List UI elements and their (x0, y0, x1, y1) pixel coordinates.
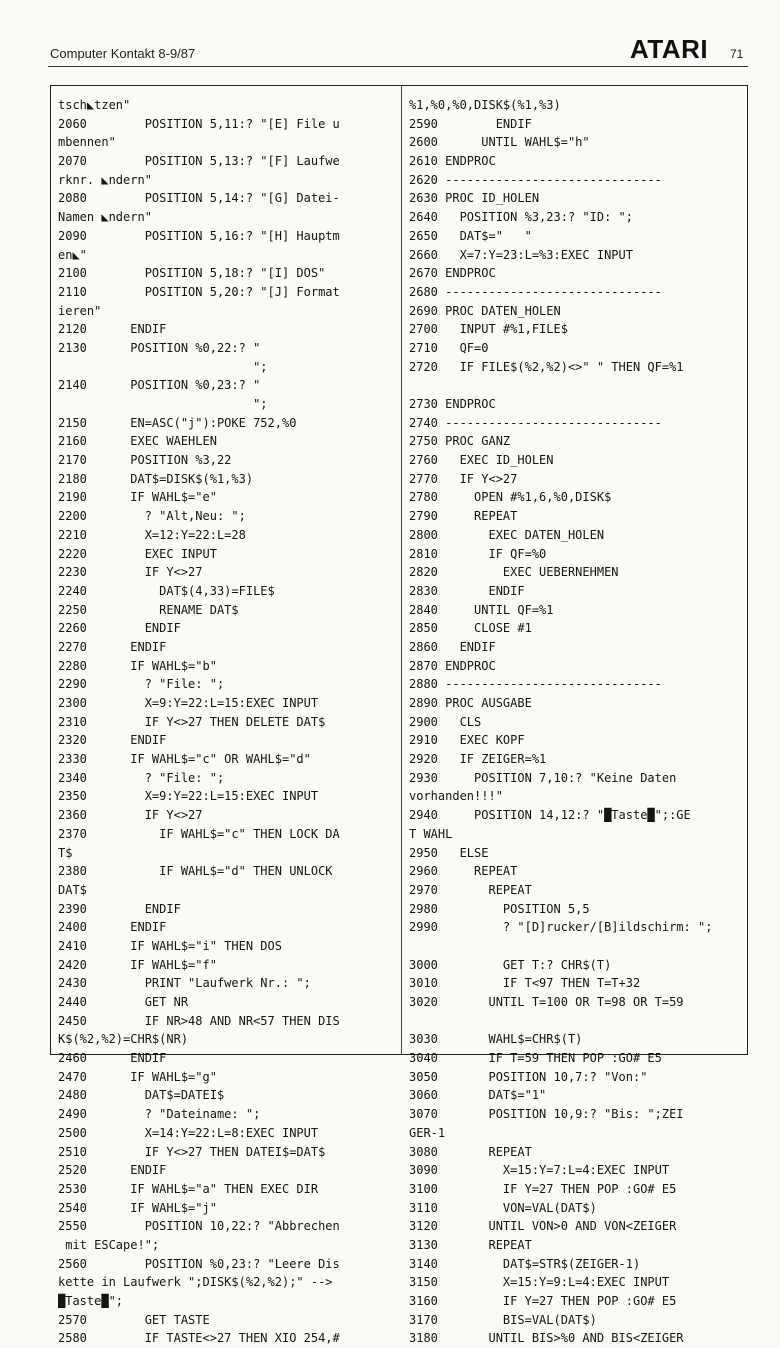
code-line: 2860 ENDIF (409, 639, 496, 654)
code-line: 2560 POSITION %0,23:? "Leere Dis (58, 1256, 340, 1271)
code-line: 3180 UNTIL BIS>%0 AND BIS<ZEIGER (409, 1331, 684, 1346)
code-line: 2900 CLS (409, 714, 482, 729)
code-line: 2520 ENDIF (58, 1163, 167, 1178)
code-line: 2600 UNTIL WAHL$="h" (409, 135, 590, 150)
listing-left-column (58, 96, 396, 1348)
code-line: 2430 PRINT "Laufwerk Nr.: "; (58, 976, 311, 991)
code-line: 2750 PROC GANZ (409, 434, 511, 449)
code-line: 2300 X=9:Y=22:L=15:EXEC INPUT (58, 696, 319, 710)
code-line: 2160 EXEC WAEHLEN (58, 434, 217, 449)
code-line: 2270 ENDIF (58, 639, 167, 654)
code-line: 2510 IF Y<>27 THEN DATEI$=DAT$ (58, 1144, 326, 1159)
code-line: 2670 ENDPROC (409, 266, 496, 281)
code-line (409, 376, 743, 395)
code-line: 2210 X=12:Y=22:L=28 (58, 527, 246, 542)
code-line: 2240 DAT$(4,33)=FILE$ (58, 583, 275, 598)
section-brand: ATARI (630, 34, 709, 64)
code-line: K$(%2,%2)=CHR$(NR) (58, 1032, 189, 1047)
code-line: 2110 POSITION 5,20:? "[J] Format (58, 284, 340, 299)
code-line: 2260 ENDIF (58, 621, 181, 636)
code-line: en◣" (58, 247, 87, 262)
code-line: T WAHL (409, 826, 453, 841)
code-line: kette in Laufwerk ";DISK$(%2,%2);" --> (58, 1275, 333, 1290)
code-line: 2420 IF WAHL$="f" (58, 957, 217, 972)
page-number: 71 (730, 47, 744, 61)
code-line: 2350 X=9:Y=22:L=15:EXEC INPUT (58, 789, 319, 804)
code-line: 2480 DAT$=DATEI$ (58, 1088, 225, 1103)
code-line: 2250 RENAME DAT$ (58, 602, 239, 617)
code-line: 2180 DAT$=DISK$(%1,%3) (58, 471, 254, 486)
code-line: vorhanden!!!" (409, 789, 503, 804)
code-line: 3050 POSITION 10,7:? "Von:" (409, 1069, 648, 1084)
code-line (409, 1012, 743, 1031)
code-line: 2770 IF Y<>27 (409, 471, 518, 486)
code-line: 2950 ELSE (409, 845, 489, 860)
code-line: ieren" (58, 303, 102, 318)
code-line: 2290 ? "File: "; (58, 677, 225, 692)
magazine-issue: Computer Kontakt 8-9/87 (50, 46, 196, 61)
code-line: 2380 IF WAHL$="d" THEN UNLOCK (58, 864, 333, 879)
code-line: 2740 ------------------------------ (409, 415, 662, 430)
code-line: %1,%0,%0,DISK$(%1,%3) (409, 98, 561, 112)
code-line: 2760 EXEC ID_HOLEN (409, 453, 554, 468)
code-line: 2130 POSITION %0,22:? " (58, 340, 261, 355)
code-line: mit ESCape!"; (58, 1237, 160, 1252)
code-line: 2360 IF Y<>27 (58, 808, 203, 823)
code-line: 2400 ENDIF (58, 920, 167, 935)
code-line: 2190 IF WAHL$="e" (58, 490, 217, 505)
code-line: 2340 ? "File: "; (58, 770, 225, 785)
code-line: 2150 EN=ASC("j"):POKE 752,%0 (58, 415, 297, 430)
code-line: 2980 POSITION 5,5 (409, 901, 590, 916)
code-line: 2710 QF=0 (409, 340, 489, 355)
code-line: 2620 ------------------------------ (409, 172, 662, 187)
code-line: 3130 REPEAT (409, 1237, 532, 1252)
code-line: 2330 IF WAHL$="c" OR WAHL$="d" (58, 752, 311, 767)
code-line: 2390 ENDIF (58, 901, 181, 916)
code-line: 2930 POSITION 7,10:? "Keine Daten (409, 770, 677, 785)
code-line: █Taste█"; (58, 1294, 124, 1308)
code-line: 2640 POSITION %3,23:? "ID: "; (409, 210, 633, 225)
code-line: 2070 POSITION 5,13:? "[F] Laufwe (58, 154, 340, 169)
code-line: 2100 POSITION 5,18:? "[I] DOS" (58, 266, 326, 281)
code-line: 2580 IF TASTE<>27 THEN XIO 254,# (58, 1331, 340, 1346)
code-line: 2680 ------------------------------ (409, 284, 662, 299)
code-line: 2320 ENDIF (58, 733, 167, 748)
code-line: 2470 IF WAHL$="g" (58, 1069, 217, 1084)
code-line: 2570 GET TASTE (58, 1312, 210, 1327)
code-line: T$ (58, 845, 73, 860)
code-line: 2820 EXEC UEBERNEHMEN (409, 565, 619, 580)
code-line: 3110 VON=VAL(DAT$) (409, 1200, 597, 1215)
code-line: tsch◣tzen" (58, 98, 131, 112)
code-line: 2530 IF WAHL$="a" THEN EXEC DIR (58, 1181, 319, 1196)
code-line: 2810 IF QF=%0 (409, 546, 547, 561)
code-line: 3030 WAHL$=CHR$(T) (409, 1032, 583, 1047)
code-line: 2610 ENDPROC (409, 154, 496, 169)
code-line: 2060 POSITION 5,11:? "[E] File u (58, 116, 340, 131)
code-line: 2920 IF ZEIGER=%1 (409, 752, 547, 767)
code-line: 3000 GET T:? CHR$(T) (409, 957, 612, 972)
code-line: 2140 POSITION %0,23:? " (58, 378, 261, 393)
code-line: 2790 REPEAT (409, 509, 518, 524)
code-line: 2310 IF Y<>27 THEN DELETE DAT$ (58, 714, 326, 729)
code-line: 3010 IF T<97 THEN T=T+32 (409, 976, 641, 991)
code-line: 3070 POSITION 10,9:? "Bis: ";ZEI (409, 1107, 684, 1122)
code-line: 2660 X=7:Y=23:L=%3:EXEC INPUT (409, 247, 633, 262)
code-line: 2460 ENDIF (58, 1051, 167, 1066)
code-line: 2990 ? "[D]rucker/[B]ildschirm: "; (409, 920, 713, 935)
code-line: 2880 ------------------------------ (409, 677, 662, 692)
code-line: 2590 ENDIF (409, 116, 532, 131)
code-line: 2870 ENDPROC (409, 658, 496, 673)
code-line: 2170 POSITION %3,22 (58, 453, 232, 468)
code-line: 2550 POSITION 10,22:? "Abbrechen (58, 1219, 340, 1234)
code-line: 2220 EXEC INPUT (58, 546, 217, 561)
code-line (409, 937, 743, 956)
code-line: 2500 X=14:Y=22:L=8:EXEC INPUT (58, 1125, 319, 1140)
code-line: 2970 REPEAT (409, 882, 532, 897)
code-line: 3120 UNTIL VON>0 AND VON<ZEIGER (409, 1219, 677, 1234)
column-divider (401, 85, 402, 1055)
code-line: 2410 IF WAHL$="i" THEN DOS (58, 938, 282, 953)
code-line: 3020 UNTIL T=100 OR T=98 OR T=59 (409, 995, 684, 1009)
code-line: 2120 ENDIF (58, 322, 167, 337)
code-line: 2720 IF FILE$(%2,%2)<>" " THEN QF=%1 (409, 359, 684, 374)
listing-right-column (409, 96, 743, 1348)
code-line: 3140 DAT$=STR$(ZEIGER-1) (409, 1256, 641, 1271)
code-line: 2940 POSITION 14,12:? "█Taste█";:GE (409, 808, 691, 823)
code-line: 2840 UNTIL QF=%1 (409, 602, 554, 617)
code-line: 3080 REPEAT (409, 1144, 532, 1159)
code-line: 2200 ? "Alt,Neu: "; (58, 509, 246, 524)
code-line: "; (58, 397, 268, 411)
code-line: 2080 POSITION 5,14:? "[G] Datei- (58, 191, 340, 206)
code-line: Namen ◣ndern" (58, 210, 152, 225)
code-line: 2910 EXEC KOPF (409, 733, 525, 748)
code-line: 3100 IF Y=27 THEN POP :GO# E5 (409, 1181, 677, 1196)
code-line: 3090 X=15:Y=7:L=4:EXEC INPUT (409, 1163, 670, 1178)
code-line: "; (58, 359, 268, 374)
code-line: 2690 PROC DATEN_HOLEN (409, 303, 561, 318)
code-line: 2800 EXEC DATEN_HOLEN (409, 527, 605, 542)
code-line: 3160 IF Y=27 THEN POP :GO# E5 (409, 1294, 677, 1308)
code-line: 3040 IF T=59 THEN POP :GO# E5 (409, 1051, 662, 1066)
code-line: 2450 IF NR>48 AND NR<57 THEN DIS (58, 1013, 340, 1028)
code-line: 2650 DAT$=" " (409, 228, 532, 243)
code-line: 2540 IF WAHL$="j" (58, 1200, 217, 1215)
code-line: 3150 X=15:Y=9:L=4:EXEC INPUT (409, 1275, 670, 1290)
code-line: 2730 ENDPROC (409, 397, 496, 411)
code-line: 2440 GET NR (58, 995, 189, 1009)
code-line: 2780 OPEN #%1,6,%0,DISK$ (409, 490, 612, 505)
code-line: 2370 IF WAHL$="c" THEN LOCK DA (58, 826, 340, 841)
code-line: 2630 PROC ID_HOLEN (409, 191, 540, 206)
code-line: 3060 DAT$="1" (409, 1088, 547, 1103)
code-line: 2960 REPEAT (409, 864, 518, 879)
code-line: mbennen" (58, 135, 116, 150)
code-line: GER-1 (409, 1125, 446, 1140)
code-line: 3170 BIS=VAL(DAT$) (409, 1312, 597, 1327)
code-line: 2090 POSITION 5,16:? "[H] Hauptm (58, 228, 340, 243)
code-line: 2490 ? "Dateiname: "; (58, 1107, 261, 1122)
code-line: DAT$ (58, 882, 87, 897)
code-line: 2280 IF WAHL$="b" (58, 658, 217, 673)
header-rule (48, 66, 748, 67)
code-line: 2850 CLOSE #1 (409, 621, 532, 636)
code-line: 2830 ENDIF (409, 583, 525, 598)
code-line: 2890 PROC AUSGABE (409, 696, 532, 710)
code-line: rknr. ◣ndern" (58, 172, 152, 187)
code-line: 2230 IF Y<>27 (58, 565, 203, 580)
code-line: 2700 INPUT #%1,FILE$ (409, 322, 568, 337)
